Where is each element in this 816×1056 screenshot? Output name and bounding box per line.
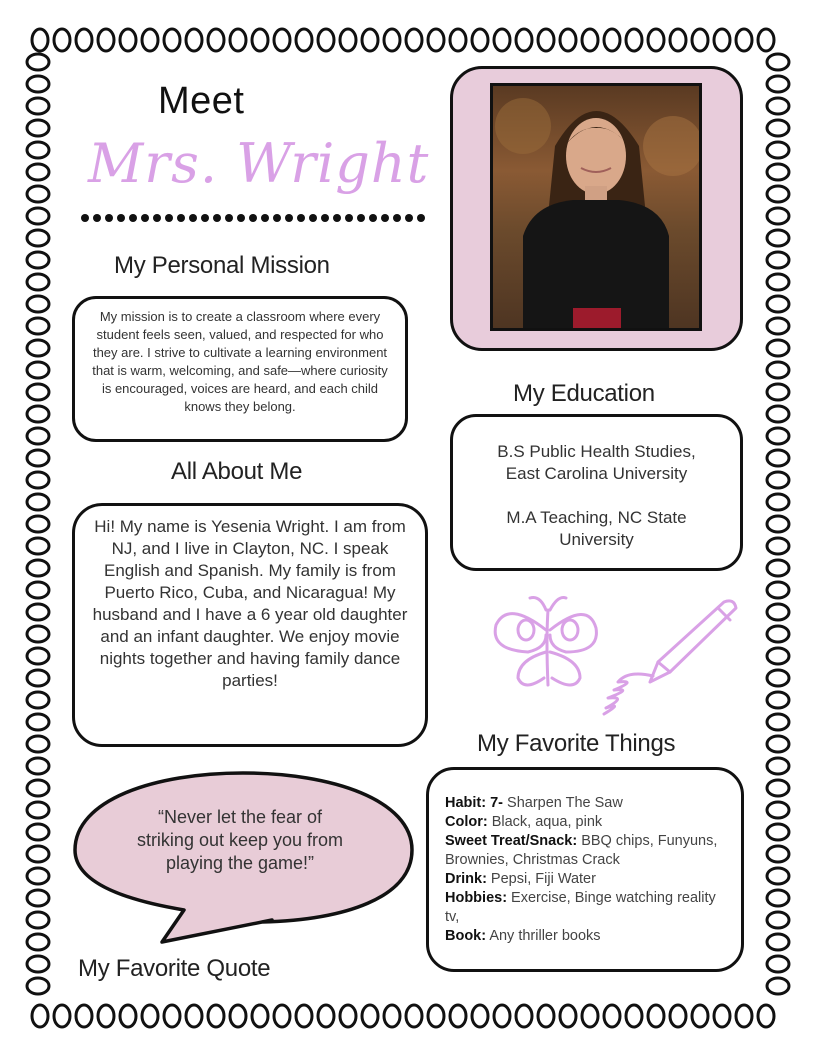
border-loop (767, 780, 789, 796)
border-loop (450, 1005, 466, 1027)
border-loop (27, 186, 49, 202)
border-loop (767, 98, 789, 114)
favorite-label: Sweet Treat/Snack: (445, 833, 578, 849)
divider-dot (117, 214, 125, 222)
border-loop (560, 1005, 576, 1027)
border-loop (767, 626, 789, 642)
divider-dot (153, 214, 161, 222)
border-loop (767, 230, 789, 246)
border-loop (648, 29, 664, 51)
border-loop (604, 29, 620, 51)
divider-dot (165, 214, 173, 222)
border-loop (767, 538, 789, 554)
favorite-value: Exercise, Binge watching reality tv, (445, 890, 716, 925)
divider-dot (201, 214, 209, 222)
divider-dot (177, 214, 185, 222)
border-loop (767, 802, 789, 818)
border-loop (767, 494, 789, 510)
favorite-hobbies (445, 889, 725, 927)
border-loop (27, 384, 49, 400)
favorite-label: Color: (445, 814, 488, 830)
border-loop (27, 736, 49, 752)
divider-dot (261, 214, 269, 222)
border-loop (362, 29, 378, 51)
border-loop (27, 758, 49, 774)
border-loop (27, 956, 49, 972)
border-loop (516, 1005, 532, 1027)
border-loop (758, 29, 774, 51)
border-loop (27, 692, 49, 708)
education-heading: My Education (513, 380, 655, 407)
border-loop (27, 714, 49, 730)
border-loop (27, 208, 49, 224)
border-loop (186, 29, 202, 51)
divider-dot (309, 214, 317, 222)
border-loop (767, 120, 789, 136)
border-loop (767, 252, 789, 268)
border-loop (27, 164, 49, 180)
border-loop (582, 1005, 598, 1027)
favorite-label: Book: (445, 928, 487, 944)
favorites-heading: My Favorite Things (477, 730, 676, 757)
border-loop (767, 516, 789, 532)
border-loop (27, 274, 49, 290)
border-loop (296, 29, 312, 51)
teacher-photo (490, 83, 702, 331)
border-loop (27, 120, 49, 136)
border-loop (120, 29, 136, 51)
border-loop (27, 560, 49, 576)
border-loop (32, 29, 48, 51)
favorite-color (445, 813, 725, 832)
border-loop (274, 29, 290, 51)
favorite-habit (445, 794, 725, 813)
border-loop (406, 1005, 422, 1027)
border-loop (714, 29, 730, 51)
border-loop (27, 450, 49, 466)
divider-dot (249, 214, 257, 222)
border-loop (27, 142, 49, 158)
divider-dot (105, 214, 113, 222)
quote-heading: My Favorite Quote (78, 955, 271, 982)
border-loop (406, 29, 422, 51)
favorite-value: Black, aqua, pink (487, 814, 603, 830)
border-loop (767, 604, 789, 620)
border-loop (604, 1005, 620, 1027)
border-loop (472, 1005, 488, 1027)
border-loop (27, 582, 49, 598)
favorite-value: Any thriller books (486, 928, 601, 944)
border-loop (27, 362, 49, 378)
border-loop (76, 29, 92, 51)
border-loop (32, 1005, 48, 1027)
favorite-drink (445, 870, 725, 889)
border-loop (27, 494, 49, 510)
border-loop (767, 714, 789, 730)
border-loop (767, 934, 789, 950)
border-loop (27, 824, 49, 840)
border-loop (27, 538, 49, 554)
about-box (72, 503, 428, 747)
border-loop (767, 142, 789, 158)
about-text: Hi! My name is Yesenia Wright. I am from NJ, and I live in Clayton, NC. I speak English and Spanish. My family is from Puerto Rico, Cuba, and Nicaragua! My husband and I have a 6 year old daughter and an infant daughter. We enjoy movie nights together and having family dance parties! (92, 517, 408, 690)
border-loop (384, 1005, 400, 1027)
border-loop (318, 29, 334, 51)
border-loop (736, 29, 752, 51)
divider-dot (357, 214, 365, 222)
teacher-name: Mrs. Wright (88, 132, 430, 195)
border-loop (538, 1005, 554, 1027)
border-loop (767, 846, 789, 862)
divider-dot (225, 214, 233, 222)
divider-dot (405, 214, 413, 222)
favorite-value: Pepsi, Fiji Water (486, 871, 596, 887)
favorite-value: BBQ chips, Funyuns, Brownies, Christmas Crack (445, 833, 718, 868)
border-loop (538, 29, 554, 51)
favorite-label: Drink: (445, 871, 487, 887)
border-loop (494, 29, 510, 51)
border-loop (767, 428, 789, 444)
border-loop (648, 1005, 664, 1027)
border-loop (252, 1005, 268, 1027)
border-loop (767, 186, 789, 202)
border-loop (582, 29, 598, 51)
border-loop (692, 29, 708, 51)
border-loop (428, 29, 444, 51)
degree-1-line-2: East Carolina University (505, 464, 688, 483)
border-loop (340, 29, 356, 51)
degree-2-line-2: University (559, 530, 634, 549)
about-heading: All About Me (171, 458, 303, 485)
border-loop (164, 29, 180, 51)
border-loop (670, 29, 686, 51)
quote-text: “Never let the fear of striking out keep you from playing the game!” (136, 807, 344, 873)
border-loop (252, 29, 268, 51)
border-loop (494, 1005, 510, 1027)
divider-dot (81, 214, 89, 222)
border-loop (27, 54, 49, 70)
border-loop (767, 956, 789, 972)
border-loop (98, 1005, 114, 1027)
divider-dot (129, 214, 137, 222)
border-loop (767, 406, 789, 422)
border-loop (27, 604, 49, 620)
border-loop (767, 890, 789, 906)
divider-dot (381, 214, 389, 222)
border-loop (230, 1005, 246, 1027)
border-loop (27, 912, 49, 928)
divider-dot (273, 214, 281, 222)
divider-dot (417, 214, 425, 222)
border-loop (274, 1005, 290, 1027)
butterfly-icon (495, 598, 596, 686)
border-loop (142, 1005, 158, 1027)
border-loop (692, 1005, 708, 1027)
border-loop (767, 208, 789, 224)
border-loop (230, 29, 246, 51)
mission-text: My mission is to create a classroom where every student feels seen, valued, and respected for who they are. I strive to cultivate a learning environment that is warm, welcoming, and safe—where curiosity is encouraged, voices are heard, and each child knows they belong. (92, 309, 388, 414)
border-loop (472, 29, 488, 51)
border-loop (626, 29, 642, 51)
favorite-book (445, 927, 725, 946)
border-loop (208, 1005, 224, 1027)
portrait-illustration (493, 86, 699, 328)
border-loop (767, 824, 789, 840)
border-loop (27, 934, 49, 950)
border-loop (767, 758, 789, 774)
border-loop (428, 1005, 444, 1027)
border-loop (714, 1005, 730, 1027)
border-loop (76, 1005, 92, 1027)
border-loop (767, 274, 789, 290)
divider-dot (141, 214, 149, 222)
border-loop (767, 54, 789, 70)
divider-dot (321, 214, 329, 222)
divider-dot (213, 214, 221, 222)
border-loop (27, 890, 49, 906)
divider-dot (189, 214, 197, 222)
border-loop (27, 780, 49, 796)
border-loop (208, 29, 224, 51)
border-loop (27, 978, 49, 994)
border-loop (767, 670, 789, 686)
border-loop (560, 29, 576, 51)
border-loop (27, 318, 49, 334)
divider-dot (297, 214, 305, 222)
border-loop (767, 76, 789, 92)
border-loop (164, 1005, 180, 1027)
divider-dot (393, 214, 401, 222)
favorite-label: Hobbies: (445, 890, 508, 906)
border-loop (767, 736, 789, 752)
mission-box (72, 296, 408, 442)
divider-dot (237, 214, 245, 222)
border-loop (27, 252, 49, 268)
border-loop (27, 868, 49, 884)
border-loop (767, 472, 789, 488)
mission-heading: My Personal Mission (114, 252, 330, 279)
border-loop (27, 406, 49, 422)
border-loop (27, 516, 49, 532)
border-loop (27, 626, 49, 642)
border-loop (516, 29, 532, 51)
border-loop (767, 912, 789, 928)
border-loop (767, 560, 789, 576)
border-loop (767, 450, 789, 466)
favorites-box (426, 767, 744, 972)
border-loop (626, 1005, 642, 1027)
border-loop (27, 846, 49, 862)
border-loop (27, 296, 49, 312)
border-loop (27, 802, 49, 818)
border-loop (384, 29, 400, 51)
border-loop (296, 1005, 312, 1027)
divider-dot (345, 214, 353, 222)
border-loop (142, 29, 158, 51)
border-loop (340, 1005, 356, 1027)
border-loop (318, 1005, 334, 1027)
border-loop (767, 978, 789, 994)
border-loop (27, 98, 49, 114)
divider-dot (333, 214, 341, 222)
border-loop (767, 318, 789, 334)
border-loop (54, 1005, 70, 1027)
border-loop (120, 1005, 136, 1027)
dotted-divider (80, 212, 425, 224)
border-loop (27, 340, 49, 356)
border-loop (736, 1005, 752, 1027)
border-loop (54, 29, 70, 51)
divider-dot (93, 214, 101, 222)
border-loop (767, 692, 789, 708)
border-loop (767, 384, 789, 400)
border-loop (767, 582, 789, 598)
photo-frame (450, 66, 743, 351)
border-loop (27, 670, 49, 686)
border-loop (27, 76, 49, 92)
favorite-value: Sharpen The Saw (503, 795, 623, 811)
border-loop (362, 1005, 378, 1027)
favorite-snack (445, 832, 725, 870)
doodle-decoration (488, 590, 743, 720)
education-box (450, 414, 743, 571)
border-loop (670, 1005, 686, 1027)
divider-dot (369, 214, 377, 222)
border-loop (450, 29, 466, 51)
border-loop (27, 472, 49, 488)
favorite-label: Habit: 7- (445, 795, 503, 811)
border-loop (186, 1005, 202, 1027)
border-loop (767, 340, 789, 356)
border-loop (767, 868, 789, 884)
degree-1-line-1: B.S Public Health Studies, (497, 442, 696, 461)
border-loop (767, 296, 789, 312)
meet-title: Meet (158, 80, 245, 122)
border-loop (98, 29, 114, 51)
border-loop (767, 164, 789, 180)
border-loop (27, 230, 49, 246)
divider-dot (285, 214, 293, 222)
pencil-icon (604, 601, 736, 714)
border-loop (767, 648, 789, 664)
border-loop (27, 648, 49, 664)
border-loop (758, 1005, 774, 1027)
border-loop (767, 362, 789, 378)
degree-2-line-1: M.A Teaching, NC State (506, 508, 687, 527)
border-loop (27, 428, 49, 444)
